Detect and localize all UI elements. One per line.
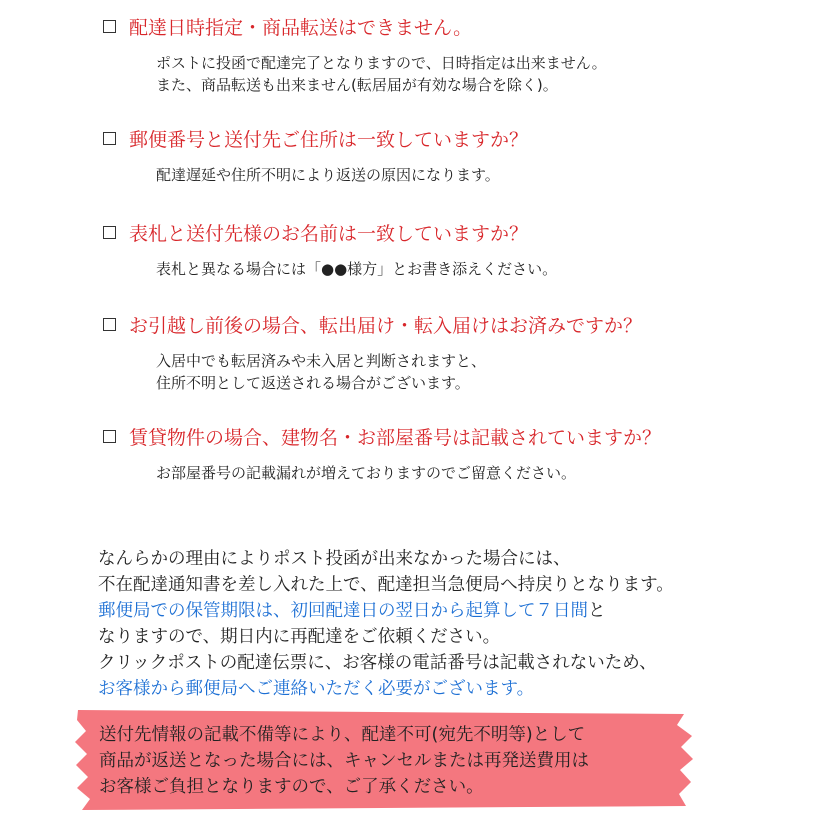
checklist-heading-text: 配達日時指定・商品転送はできません。 — [129, 16, 473, 39]
checklist-heading — [103, 218, 803, 246]
checklist-note — [156, 52, 803, 96]
storage-period-highlight: 郵便局での保管期限は、初回配達日の翌日から起算して７日間 — [98, 601, 588, 621]
info-text: と — [588, 601, 606, 621]
checklist-heading-text: 郵便番号と送付先ご住所は一致していますか？ — [129, 128, 529, 151]
checklist-heading-text: お引越し前後の場合、転出届け・転入届けはお済みですか？ — [129, 314, 643, 337]
checklist-item — [103, 422, 803, 484]
checklist-heading — [103, 310, 803, 338]
checklist-note-line: ポストに投函で配達完了となりますので、日時指定は出来ません。 — [156, 54, 607, 72]
checkbox-icon — [103, 318, 116, 331]
checkbox-icon — [103, 226, 116, 239]
checklist-note-line: お部屋番号の記載漏れが増えておりますのでご留意ください。 — [156, 464, 577, 482]
checklist-note-line: 表札と異なる場合には「●●様方」とお書き添えください。 — [156, 260, 558, 278]
checklist-heading — [103, 422, 803, 450]
checklist-item — [103, 310, 803, 394]
checklist-heading — [103, 124, 803, 152]
checkbox-icon — [103, 132, 116, 145]
notice-line: 商品が返送となった場合には、キャンセルまたは再発送費用は — [99, 751, 589, 771]
info-line: なんらかの理由によりポスト投函が出来なかった場合には、 — [98, 549, 571, 569]
checklist-note — [156, 164, 803, 186]
info-line — [98, 598, 818, 624]
checklist-note-line: また、商品転送も出来ません(転居届が有効な場合を除く)。 — [156, 76, 558, 94]
notice-line: お客様ご負担となりますので、ご了承ください。 — [99, 777, 484, 797]
info-line: クリックポストの配達伝票に、お客様の電話番号は記載されないため、 — [98, 653, 657, 673]
checklist-item — [103, 218, 803, 280]
info-line: なりますので、期日内に再配達をご依頼ください。 — [98, 627, 501, 647]
checklist-heading — [103, 12, 803, 40]
checklist-heading-text: 賃貸物件の場合、建物名・お部屋番号は記載されていますか？ — [129, 426, 662, 449]
contact-highlight: お客様から郵便局へご連絡いただく必要がございます。 — [98, 679, 535, 699]
checklist-item — [103, 124, 803, 186]
notice-text — [99, 722, 589, 800]
checklist-note-line: 入居中でも転居済みや未入居と判断されますと、 — [156, 352, 487, 370]
checklist-item — [103, 12, 803, 96]
checkbox-icon — [103, 20, 116, 33]
checklist-note-line: 住所不明として返送される場合がございます。 — [156, 374, 470, 392]
checkbox-icon — [103, 430, 116, 443]
info-line: 不在配達通知書を差し入れた上で、配達担当急便局へ持戻りとなります。 — [98, 575, 674, 595]
info-paragraph — [98, 546, 818, 702]
notice-banner — [74, 708, 696, 812]
notice-line: 送付先情報の記載不備等により、配達不可(宛先不明等)として — [99, 725, 586, 745]
checklist-heading-text: 表札と送付先様のお名前は一致していますか？ — [129, 222, 529, 245]
checklist-note-line: 配達遅延や住所不明により返送の原因になります。 — [156, 166, 500, 184]
checklist-note — [156, 258, 803, 280]
checklist-note — [156, 462, 803, 484]
checklist-note — [156, 350, 803, 394]
